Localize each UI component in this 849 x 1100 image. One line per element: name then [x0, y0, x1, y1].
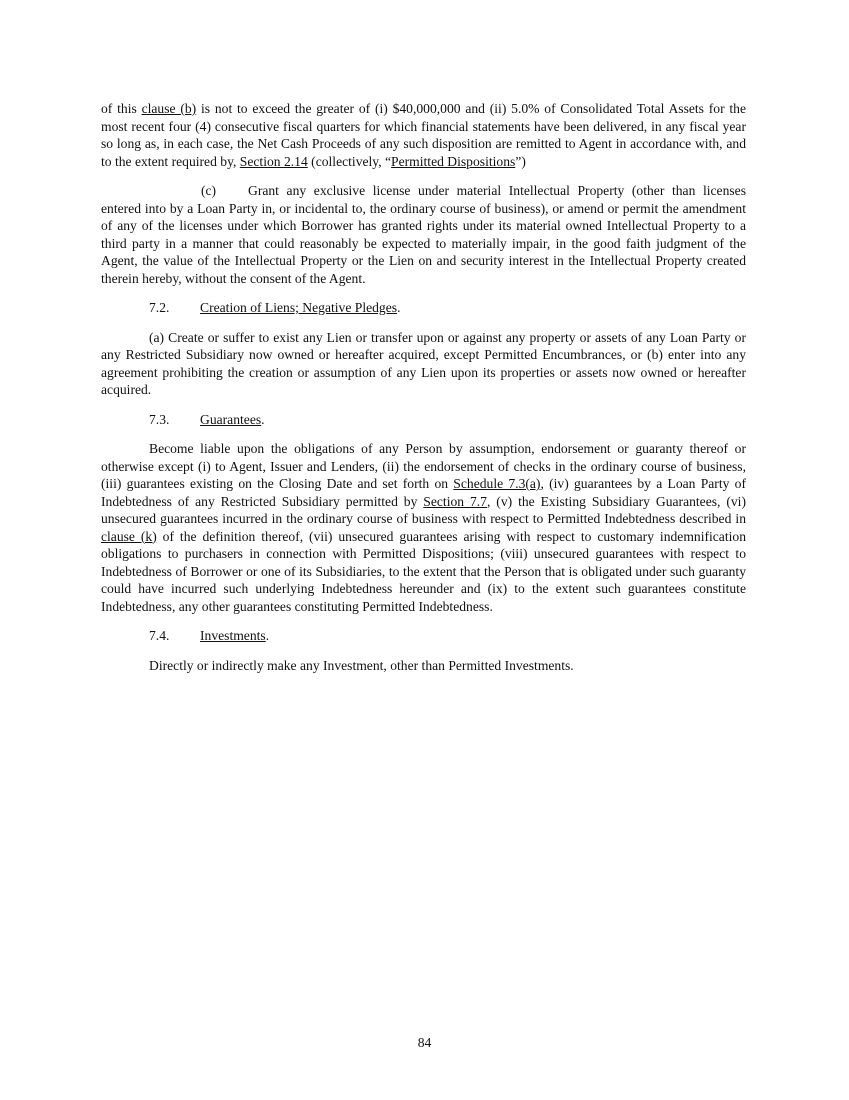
- clause-b-reference: clause (b): [141, 101, 197, 116]
- section-number: 7.4.: [149, 628, 170, 643]
- section-title: Investments: [200, 628, 266, 643]
- page-number: 84: [417, 1035, 432, 1050]
- clause-k-reference: clause (k): [101, 528, 157, 544]
- section-number: 7.3.: [149, 411, 170, 427]
- text-run: of this: [101, 101, 142, 116]
- paragraph-c-label: (c): [201, 183, 217, 198]
- text-run: , (iv) guarantees by a Loan Party of Indebtedness of any Restricted Subsidiary permitted by: [101, 476, 746, 509]
- paragraph-b-continuation: [101, 100, 746, 170]
- section-number: 7.2.: [149, 300, 170, 315]
- section-7-4-body: Directly or indirectly make any Investment, other than Permitted Investments.: [149, 657, 574, 673]
- section-2-14-reference: Section 2.14: [239, 153, 308, 169]
- section-7-2-body: (a) Create or suffer to exist any Lien or transfer upon or against any property or assets of any Loan Party or any Restricted Subsidiary now owned or hereafter acquired, except Permitted Encumbrances, or (b) enter into any agreement prohibiting the creation or assumption of any Lien upon its properties or assets now owned or hereafter acquired.: [101, 329, 746, 397]
- text-run: ”): [515, 153, 526, 169]
- section-title: Guarantees: [200, 411, 262, 427]
- section-7-3-body: [101, 440, 746, 615]
- text-run: of the definition thereof, (vii) unsecured guarantees arising with respect to customary indemnification obligations to purchasers in connection with Permitted Dispositions; (viii) unsecured guarantees with respect to Indebtedness of Borrower or one of its Subsidiaries, to the extent that the Person that is obligated under such guaranty could have incurred such underlying Indebtedness hereunder and (ix) to the extent such guarantees constitute Indebtedness, any other guarantees constituting Permitted Indebtedness.: [101, 528, 746, 614]
- section-7-4-heading: 7.4. Investments.: [149, 628, 270, 643]
- section-title: Creation of Liens; Negative Pledges: [200, 300, 398, 315]
- text-run: (collectively, “: [307, 153, 392, 169]
- schedule-7-3a-reference: Schedule 7.3(a): [453, 476, 541, 491]
- paragraph-c: [101, 182, 746, 287]
- section-7-3-heading: 7.3. Guarantees.: [149, 411, 265, 427]
- section-7-7-reference: Section 7.7: [423, 493, 487, 509]
- text-run: , (v) the Existing Subsidiary Guarantees, (vi) unsecured guarantees incurred in the ordinary course of business with respect to Permitted Indebtedness described in: [101, 493, 746, 526]
- text-run: is not to exceed the greater of (i) $40,000,000 and (ii) 5.0% of Consolidated Total Assets for the most recent four (4) consecutive fiscal quarters for which financial statements have been delivered, in any fiscal year so long as, in each case, the Net Cash Proceeds of any such disposition are remitted to Agent in accordance with, and to the extent required by,: [101, 101, 747, 169]
- text-run: Become liable upon the obligations of any Person by assumption, endorsement or guaranty thereof or otherwise except (i) to Agent, Issuer and Lenders, (ii) the endorsement of checks in the ordinary course of business, (iii) guarantees existing on the Closing Date and set forth on: [101, 441, 746, 491]
- section-7-2-heading: 7.2. Creation of Liens; Negative Pledges.: [149, 300, 401, 315]
- permitted-dispositions-term: Permitted Dispositions: [391, 153, 516, 169]
- document-body: [101, 100, 746, 674]
- paragraph-c-text: Grant any exclusive license under material Intellectual Property (other than licenses entered into by a Loan Party in, or incidental to, the ordinary course of business), or amend or permit the amendment of any of the licenses under which Borrower has granted rights under its material owned Intellectual Property to a third party in a manner that could reasonably be expected to materially impair, in the good faith judgment of the Agent, the value of the Intellectual Property or the Lien on and security interest in the Intellectual Property created therein hereby, without the consent of the Agent.: [101, 183, 746, 286]
